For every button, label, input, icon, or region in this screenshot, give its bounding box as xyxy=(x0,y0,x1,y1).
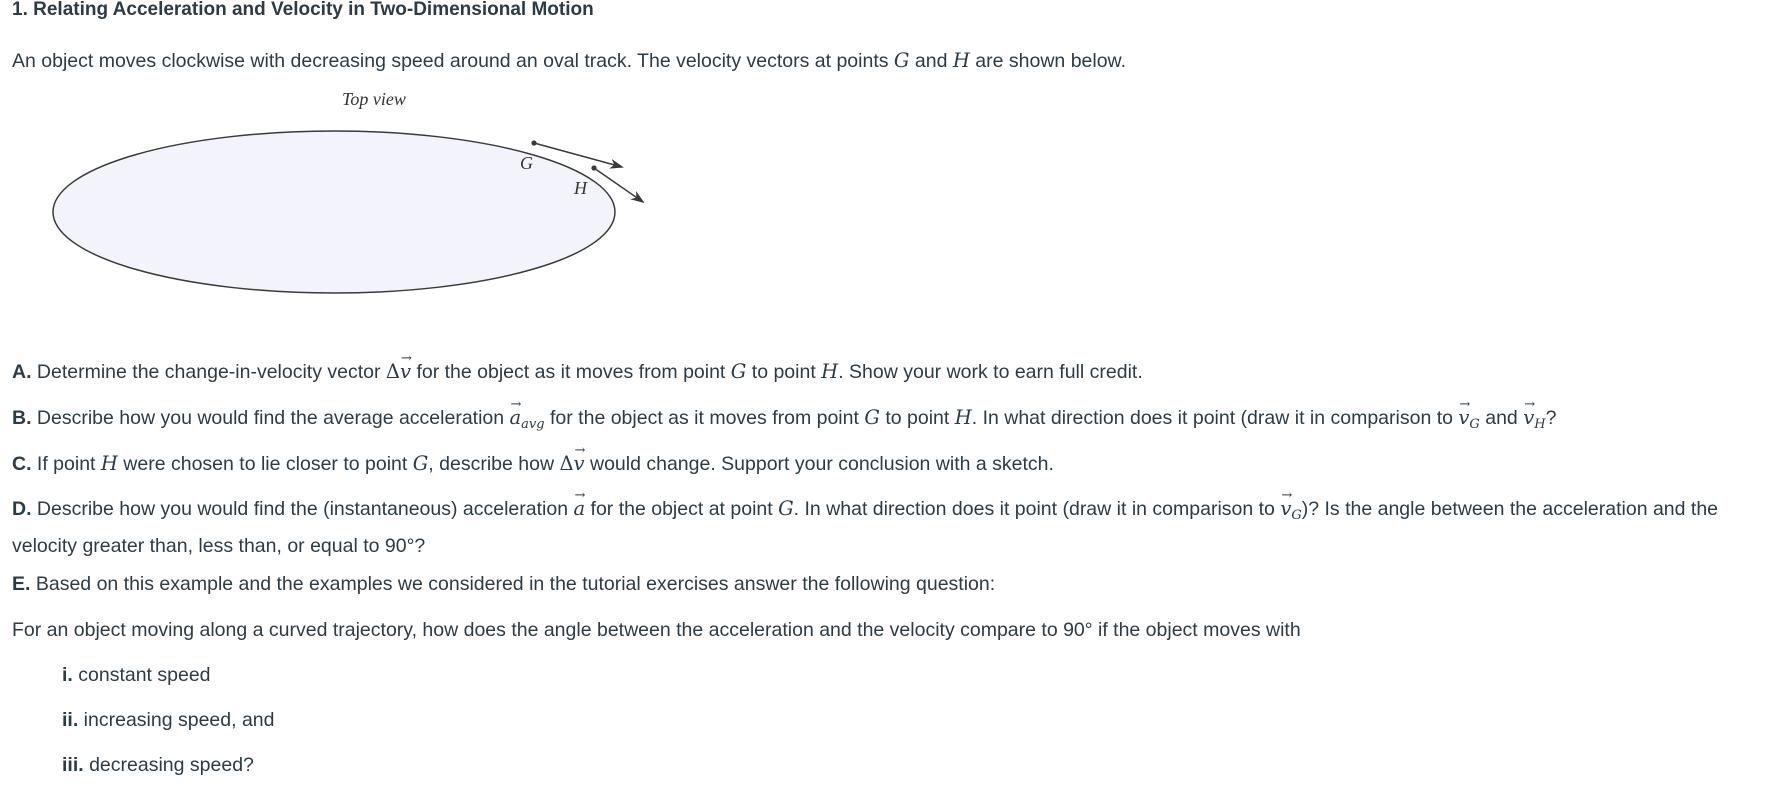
problem-page xyxy=(12,0,1782,776)
intro-and: and xyxy=(909,50,953,72)
question-b xyxy=(12,403,1782,440)
point-h: H xyxy=(954,406,972,429)
question-a xyxy=(12,357,1782,387)
point-h: H xyxy=(100,452,118,475)
question-c-text-3: , describe how xyxy=(428,453,560,475)
question-b-text-2: for the object as it moves from point xyxy=(544,407,865,429)
point-g: G xyxy=(730,360,747,383)
question-c-text-4: would change. Support your conclusion with a sketch. xyxy=(584,453,1054,475)
question-c-label: C. xyxy=(12,453,32,475)
question-c-text-1: If point xyxy=(31,453,101,475)
point-h-dot xyxy=(591,165,596,170)
sub-item-iii-text: decreasing speed? xyxy=(83,754,254,776)
point-g: G xyxy=(778,497,794,520)
question-c-text-2: were chosen to lie closer to point xyxy=(117,453,413,475)
question-a-text-4: . Show your work to earn full credit. xyxy=(838,361,1143,383)
figure-caption: Top view xyxy=(342,89,406,109)
vector-a: → a xyxy=(510,403,522,433)
oval-track-figure xyxy=(52,88,752,338)
subscript-h: H xyxy=(1534,417,1546,432)
intro-text-2: are shown below. xyxy=(969,50,1126,72)
vector-v: → v xyxy=(574,449,585,479)
vector-v: → v xyxy=(400,357,411,387)
question-c xyxy=(12,449,1782,479)
intro-text-1: An object moves clockwise with decreasing speed around an oval track. The velocity vectors at points xyxy=(12,50,894,72)
question-a-label: A. xyxy=(12,361,32,383)
question-b-label: B. xyxy=(12,407,32,429)
question-e-followup: For an object moving along a curved trajectory, how does the angle between the acceleration and the velocity compare to 90° if the object moves with xyxy=(12,619,1301,641)
vector-a: → a xyxy=(573,494,585,524)
point-g-dot xyxy=(531,140,536,145)
sub-item-i xyxy=(62,660,211,690)
figure-label-h: H xyxy=(574,178,587,198)
point-g: G xyxy=(412,452,429,475)
question-b-text-1: Describe how you would find the average acceleration xyxy=(31,407,510,429)
sub-item-i-label: i. xyxy=(62,664,73,686)
question-e xyxy=(12,569,1782,599)
question-d-label: D. xyxy=(12,498,32,520)
subscript-avg: avg xyxy=(521,417,545,432)
problem-title: 1. Relating Acceleration and Velocity in Two-Dimensional Motion xyxy=(12,0,594,20)
question-b-and: and xyxy=(1479,407,1524,429)
question-d xyxy=(12,494,1782,561)
sub-item-ii xyxy=(62,705,274,735)
subscript-g: G xyxy=(1291,508,1302,523)
intro-paragraph xyxy=(12,46,1126,76)
point-h: H xyxy=(952,49,970,72)
sub-item-iii-label: iii. xyxy=(62,754,84,776)
question-d-text-4: )? Is the angle between the acceleration and the velocity greater than, less than, or equal to 90°? xyxy=(12,498,1719,557)
question-e-label: E. xyxy=(12,573,31,595)
sub-item-ii-text: increasing speed, and xyxy=(78,709,275,731)
sub-item-i-text: constant speed xyxy=(72,664,211,686)
figure-label-g: G xyxy=(520,153,533,173)
question-b-text-3: to point xyxy=(879,407,955,429)
question-a-text-3: to point xyxy=(746,361,822,383)
question-a-text-2: for the object as it moves from point xyxy=(411,361,731,383)
sub-item-ii-label: ii. xyxy=(62,709,79,731)
point-g: G xyxy=(893,49,910,72)
question-d-text-2: for the object at point xyxy=(585,498,779,520)
subscript-g: G xyxy=(1469,417,1480,432)
vector-v-g: → v xyxy=(1280,494,1291,524)
vector-v-h: → v xyxy=(1523,403,1534,433)
delta-symbol: Δ xyxy=(385,360,401,383)
question-b-text-5: ? xyxy=(1545,407,1557,429)
question-b-text-4: . In what direction does it point (draw it in comparison to xyxy=(971,407,1459,429)
point-h: H xyxy=(821,360,839,383)
point-g: G xyxy=(864,406,880,429)
question-e-text: Based on this example and the examples we considered in the tutorial exercises answer the following question: xyxy=(30,573,996,595)
vector-v-g: → v xyxy=(1458,403,1469,433)
question-a-text-1: Determine the change-in-velocity vector xyxy=(31,361,386,383)
question-d-text-3: . In what direction does it point (draw it in comparison to xyxy=(793,498,1281,520)
delta-symbol: Δ xyxy=(559,452,574,475)
question-d-text-1: Describe how you would find the (instantaneous) acceleration xyxy=(31,498,574,520)
sub-item-iii xyxy=(62,750,254,780)
